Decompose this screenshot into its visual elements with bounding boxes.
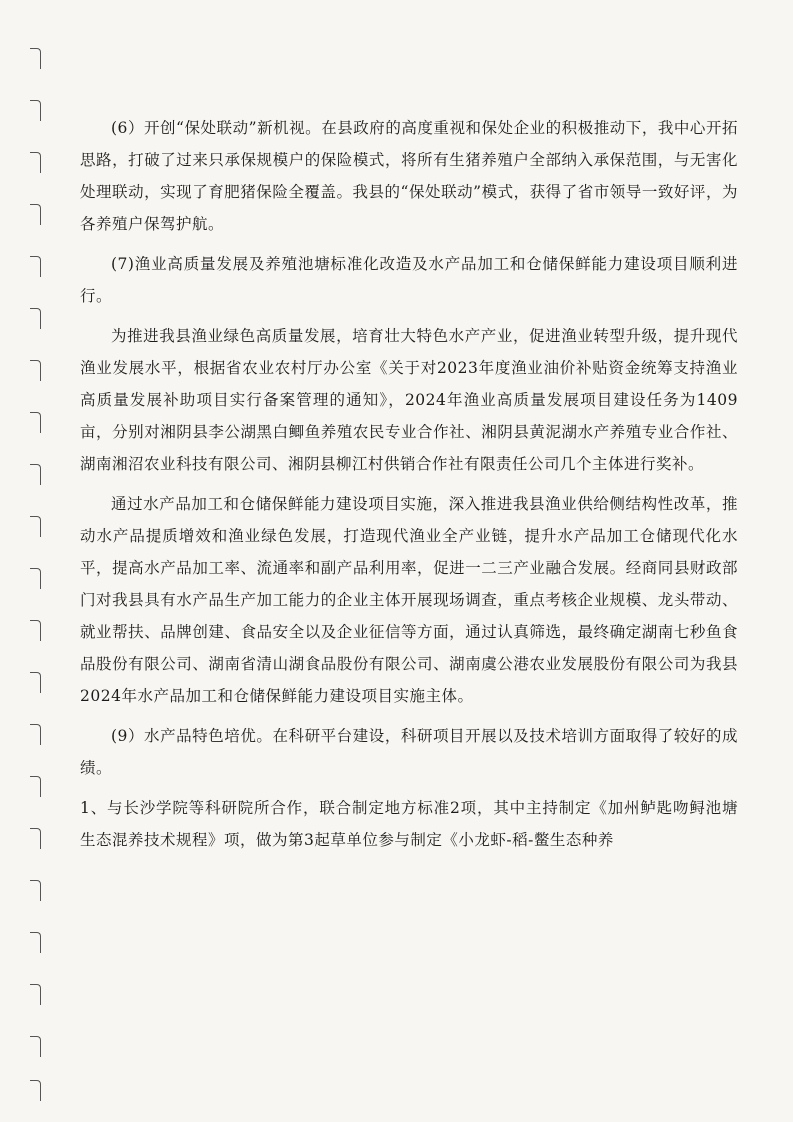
paragraph-9: (9）水产品特色培优。在科研平台建设，科研项目开展以及技术培训方面取得了较好的成绩。 bbox=[80, 727, 738, 777]
paragraph-6: (6）开创“保处联动”新机视。在县政府的高度重视和保处企业的积极推动下，我中心开拓思路，打破了过来只承保规模户的保险模式，将所有生猪养殖户全部纳入承保范围，与无害化处理联动，实现了育肥猪保险全覆盖。我县的“保处联动”模式，获得了省市领导一致好评，为各养殖户保驾护航。 bbox=[80, 119, 738, 233]
paragraph-7: (7)渔业高质量发展及养殖池塘标准化改造及水产品加工和仓储保鲜能力建设项目顺利进行。 bbox=[80, 255, 738, 305]
paragraph-fishery: 为推进我县渔业绿色高质量发展，培育壮大特色水产产业，促进渔业转型升级，提升现代渔业发展水平，根据省农业农村厅办公室《关于对2023年度渔业油价补贴资金统筹支持渔业高质量发展补助项目实行备案管理的通知》，2024年渔业高质量发展项目建设任务为1409亩，分别对湘阴县李公湖黑白鲫鱼养殖农民专业合作社、湘阴县黄泥湖水产养殖专业合作社、湖南湘沼农业科技有限公司、湘阴县柳江村供销合作社有限责任公司几个主体进行奖补。 bbox=[80, 327, 738, 473]
binding-marks bbox=[30, 30, 44, 1100]
paragraph-item-1: 1、与长沙学院等科研院所合作，联合制定地方标准2项，其中主持制定《加州鲈匙吻鲟池塘生态混养技术规程》项，做为第3起草单位参与制定《小龙虾-稻-鳖生态种养 bbox=[80, 799, 738, 849]
document-body bbox=[80, 112, 738, 856]
paragraph-processing: 通过水产品加工和仓储保鲜能力建设项目实施，深入推进我县渔业供给侧结构性改革，推动水产品提质增效和渔业绿色发展，打造现代渔业全产业链，提升水产品加工仓储现代化水平，提高水产品加工率、流通率和副产品利用率，促进一二三产业融合发展。经商同县财政部门对我县具有水产品生产加工能力的企业主体开展现场调查，重点考核企业规模、龙头带动、就业帮扶、品牌创建、食品安全以及企业征信等方面，通过认真筛选，最终确定湖南七秒鱼食品股份有限公司、湖南省清山湖食品股份有限公司、湖南虞公港农业发展股份有限公司为我县2024年水产品加工和仓储保鲜能力建设项目实施主体。 bbox=[80, 495, 738, 705]
